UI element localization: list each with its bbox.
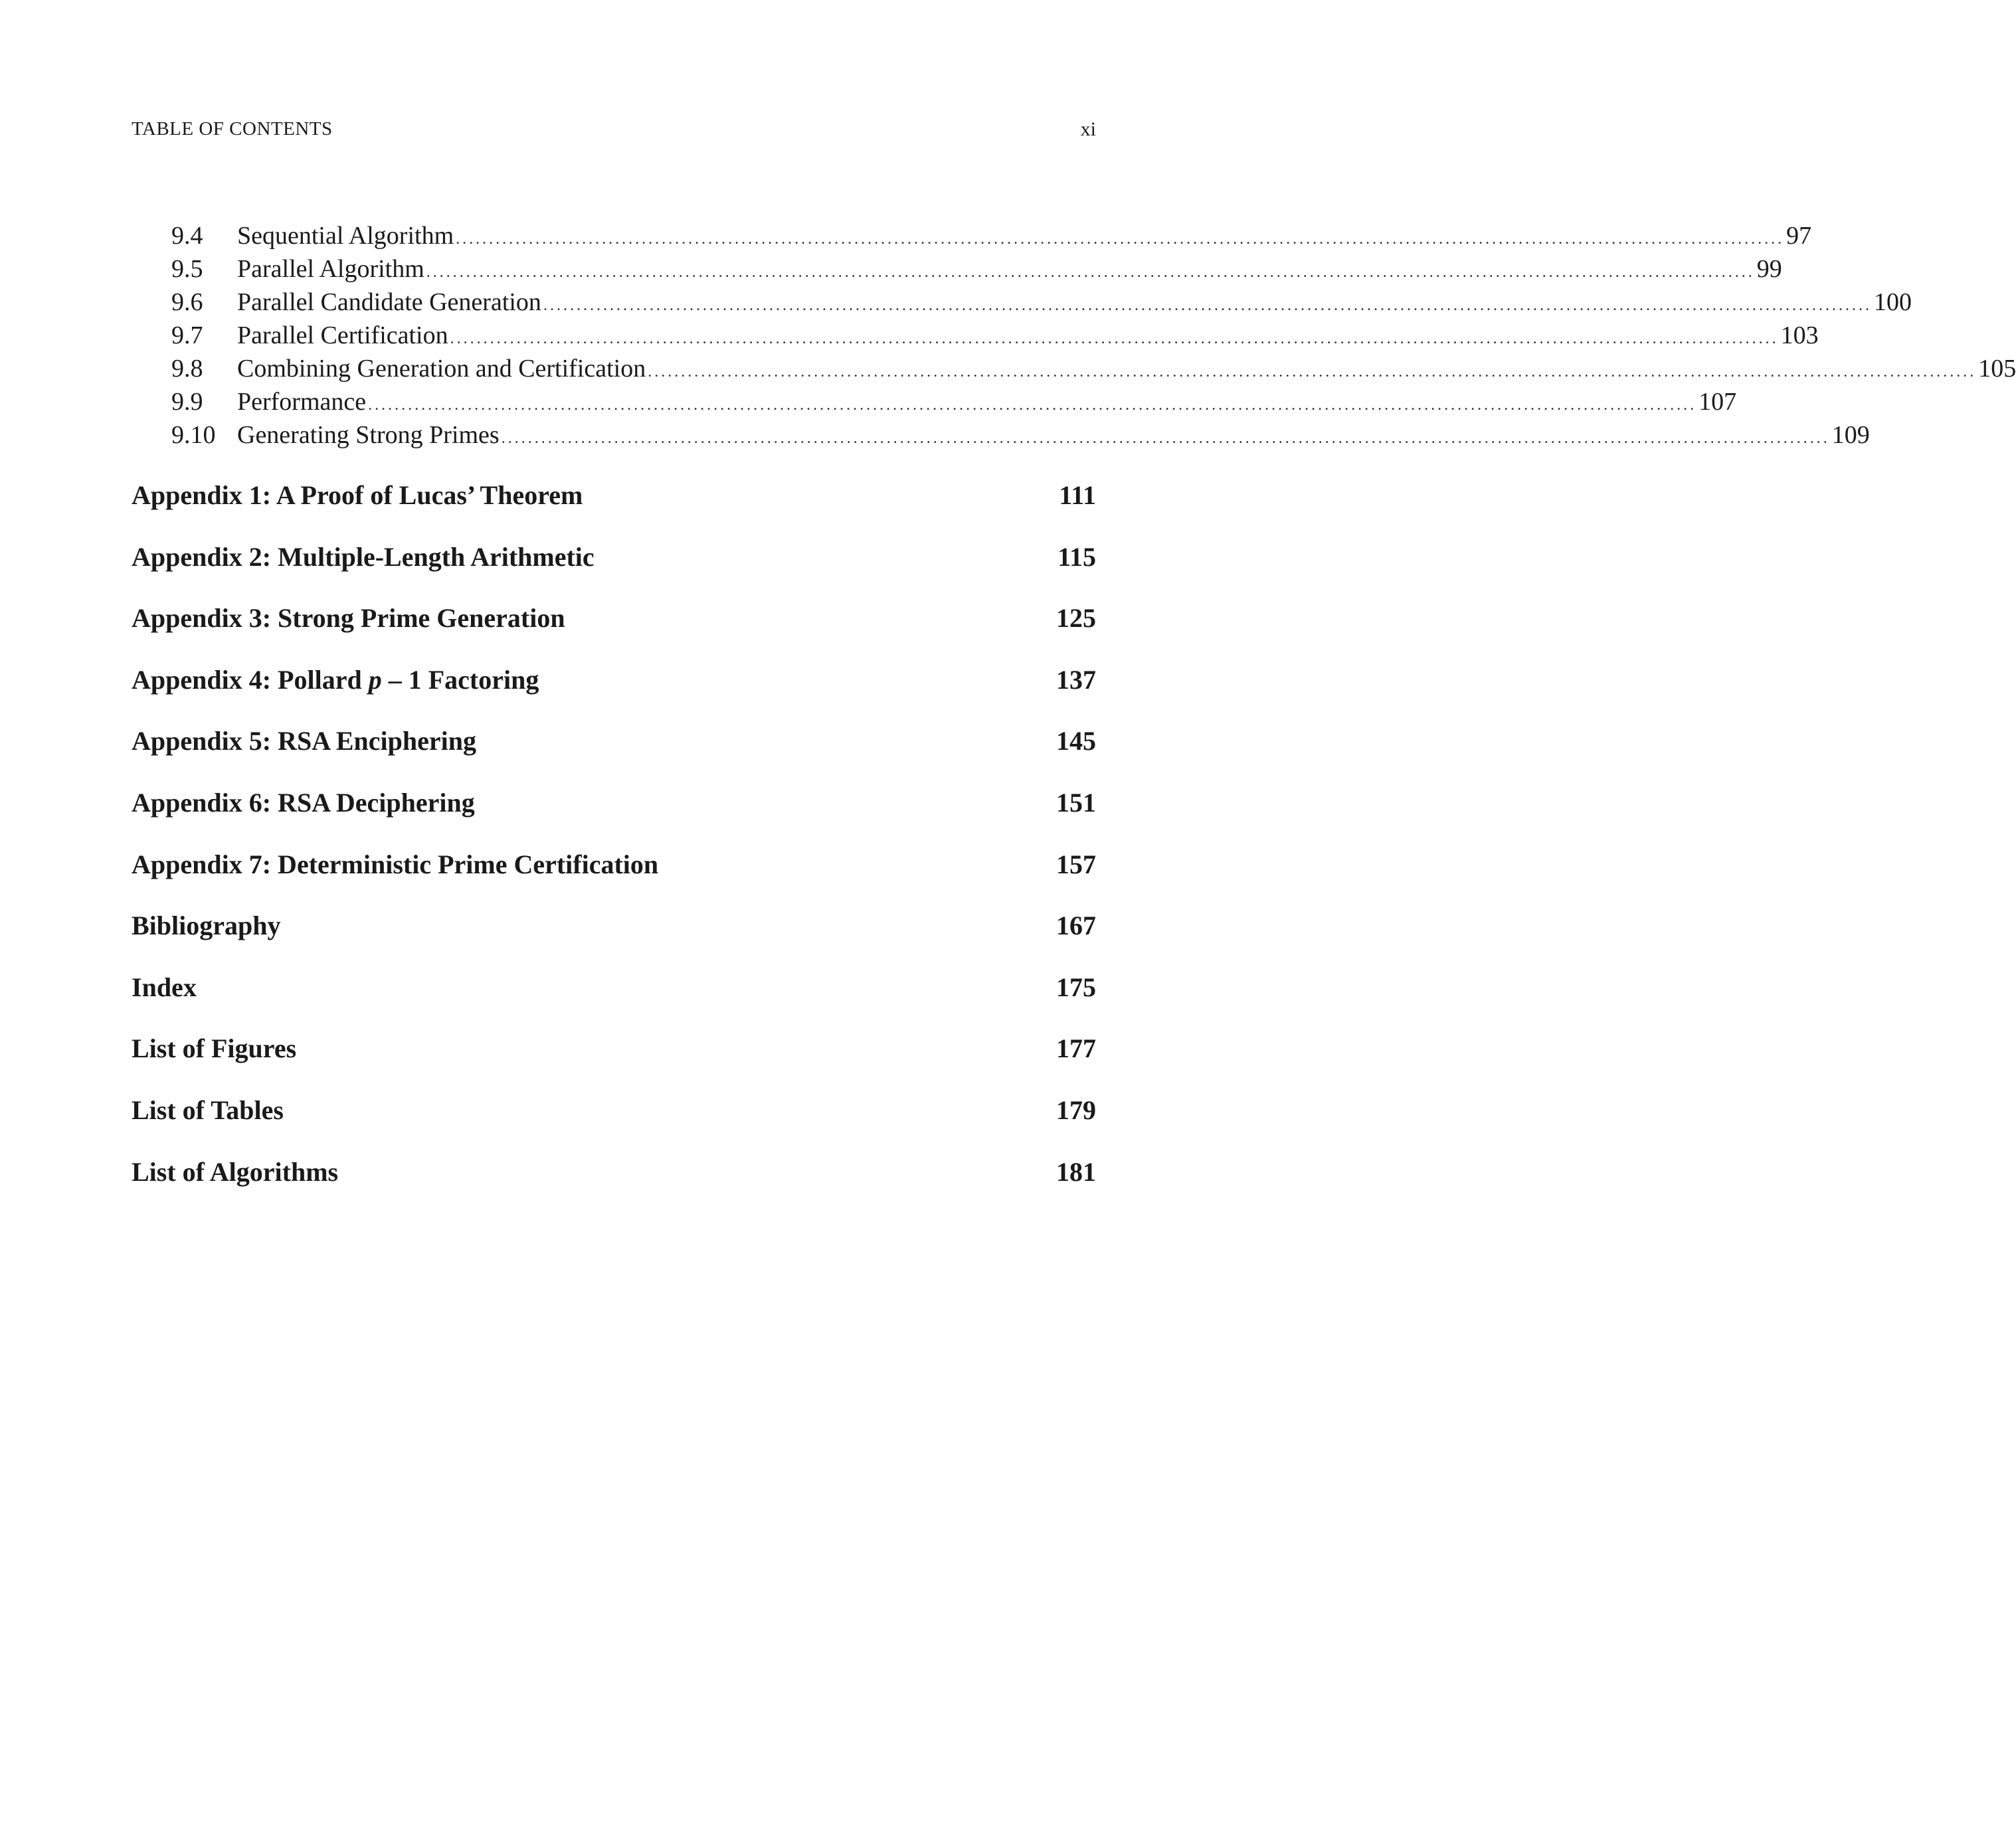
entry-title: List of Algorithms [132,1156,339,1187]
section-title: Parallel Algorithm [237,255,424,283]
entry-page: 177 [1056,1033,1096,1064]
section-page: 99 [1756,255,1782,283]
toc-section-row[interactable] [171,418,1870,452]
entry-page: 167 [1056,911,1096,941]
entry-title: Appendix 3: Strong Prime Generation [132,603,565,634]
toc-entry-bibliography[interactable] [132,907,1096,969]
dot-leader: ........................................................................................................................................................................................................ [648,363,1977,381]
section-title: Parallel Certification [237,321,448,349]
toc-entry-appendix-2[interactable] [132,539,1096,600]
toc-entry-appendix-1[interactable] [132,477,1096,539]
section-list [171,219,2016,452]
section-title: Combining Generation and Certification [237,355,646,383]
section-number: 9.4 [171,222,203,250]
toc-section-row[interactable] [171,352,2016,385]
section-number: 9.5 [171,255,203,283]
toc-entry-index[interactable] [132,969,1096,1031]
toc-entry-appendix-7[interactable] [132,846,1096,908]
entry-page: 145 [1056,726,1096,756]
entry-page: 181 [1056,1156,1096,1187]
entry-title-prefix: Appendix 4: Pollard [132,664,369,695]
entry-page: 125 [1056,603,1096,634]
entry-title-suffix: – 1 Factoring [381,664,539,695]
entry-page: 175 [1056,972,1096,1002]
entry-title [132,661,539,699]
section-page: 105 [1978,355,2016,383]
entry-title: Index [132,972,197,1002]
section-title: Generating Strong Primes [237,421,500,449]
entry-title: List of Tables [132,1095,284,1125]
dot-leader: ........................................................................................................................................................................................................ [456,230,1785,248]
entry-title: Bibliography [132,911,281,941]
section-number: 9.10 [171,421,216,449]
dot-leader: ........................................................................................................................................................................................................ [368,396,1697,414]
toc-section-row[interactable] [171,286,1912,319]
entry-page: 111 [1059,480,1096,510]
running-title: TABLE OF CONTENTS [132,118,333,139]
section-page: 107 [1698,388,1737,416]
entry-page: 151 [1056,787,1096,818]
section-page: 103 [1780,321,1819,349]
running-page-number: xi [1080,118,1096,140]
toc-entry-appendix-5[interactable] [132,723,1096,784]
dot-leader: ........................................................................................................................................................................................................ [543,297,1872,314]
entry-page: 179 [1056,1095,1096,1125]
chapter-list [132,477,1096,1215]
toc-section-row[interactable] [171,219,1812,252]
section-number: 9.8 [171,355,203,383]
entry-page: 157 [1056,849,1096,879]
toc-section-row[interactable] [171,385,1737,418]
entry-title: Appendix 1: A Proof of Lucas’ Theorem [132,480,583,510]
entry-title: Appendix 5: RSA Enciphering [132,726,477,756]
entry-page: 137 [1056,664,1096,695]
section-page: 97 [1786,222,1812,250]
section-page: 109 [1831,421,1870,449]
entry-title: Appendix 2: Multiple-Length Arithmetic [132,541,595,572]
section-number: 9.7 [171,321,203,349]
dot-leader: ........................................................................................................................................................................................................ [450,330,1779,347]
running-head [132,118,1096,147]
section-number: 9.9 [171,388,203,416]
entry-title: Appendix 7: Deterministic Prime Certification [132,849,659,879]
entry-title: List of Figures [132,1033,297,1064]
toc-section-row[interactable] [171,319,1819,352]
section-page: 100 [1873,288,1912,316]
section-title: Parallel Candidate Generation [237,288,541,316]
dot-leader: ........................................................................................................................................................................................................ [426,264,1755,281]
toc-entry-appendix-4[interactable] [132,661,1096,723]
toc-entry-appendix-6[interactable] [132,784,1096,846]
section-title: Performance [237,388,367,416]
toc-section-row[interactable] [171,252,1782,286]
section-number: 9.6 [171,288,203,316]
dot-leader: ........................................................................................................................................................................................................ [501,430,1830,447]
entry-title-variable: p [368,664,382,695]
entry-page: 115 [1057,541,1096,572]
toc-entry-list-of-tables[interactable] [132,1092,1096,1154]
toc-entry-list-of-figures[interactable] [132,1030,1096,1092]
toc-entry-appendix-3[interactable] [132,600,1096,661]
entry-title: Appendix 6: RSA Deciphering [132,787,475,818]
section-title: Sequential Algorithm [237,222,454,250]
toc-entry-list-of-algorithms[interactable] [132,1154,1096,1215]
